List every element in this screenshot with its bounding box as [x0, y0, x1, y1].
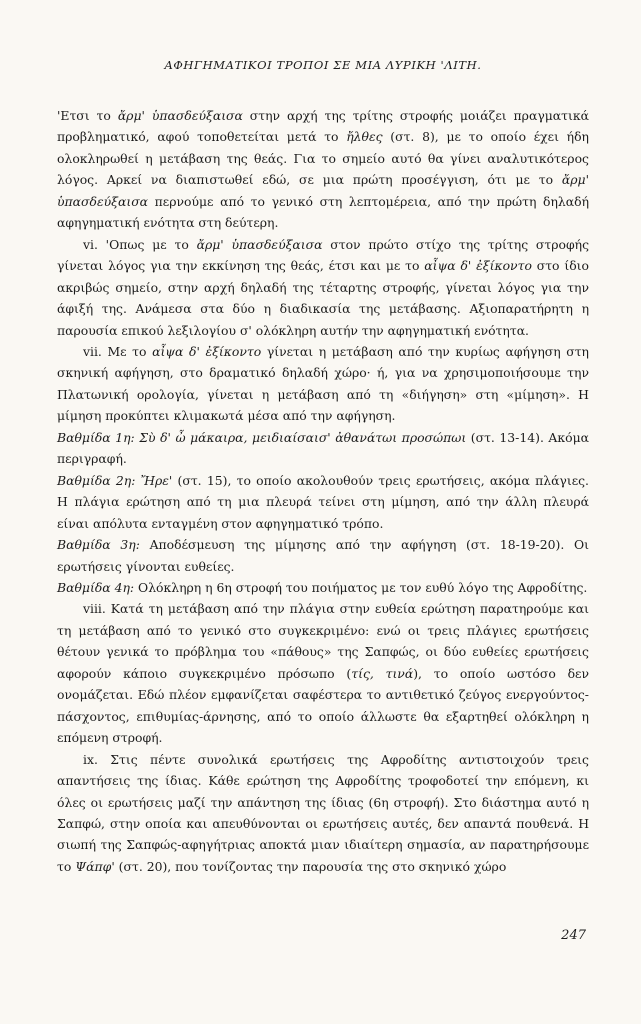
italic-text: ἤλθες: [346, 129, 383, 145]
italic-text: αἶψα δ' ἐξίκοντο: [152, 343, 262, 359]
text-run: (στ. 20), που τονίζοντας την παρουσία της στο σκηνικό χώρο: [114, 858, 507, 874]
text-run: περνούμε από το γενικό στη λεπτομέρεια, από την πρώτη δηλαδή αφηγηματική ενότητα στη δεύτερη.: [57, 193, 589, 231]
stage-paragraph: [57, 534, 589, 577]
paragraph: [57, 598, 589, 748]
stage-paragraph: [57, 470, 589, 534]
italic-text: Βαθμίδα 4η:: [57, 579, 135, 595]
text-run: ix. Στις πέντε συνολικά ερωτήσεις της Αφροδίτης αντιστοιχούν τρεις απαντήσεις της ίδιας. Κάθε ερώτηση της Αφροδίτης τροφοδοτεί την επόμενη, κι όλες οι ερωτήσεις μαζί την απάντηση της ίδιας (6η στροφή). Στο διάστημα αυτό η Σαπφώ, στην οποία και απευθύνονται οι ερωτήσεις αυτές, δεν απαντά πουθενά. Η σιωπή της Σαπφώς-αφηγήτριας αποκτά μιαν ιδιαίτερη σημασία, αν παρατηρήσουμε το: [57, 751, 589, 874]
running-head: ΑΦΗΓΗΜΑΤΙΚΟΙ ΤΡΟΠΟΙ ΣΕ ΜΙΑ ΛΥΡΙΚΗ 'ΛΙΤΗ.: [164, 58, 482, 72]
italic-text: Βαθμίδα 1η:: [57, 429, 135, 445]
paragraph: [57, 105, 589, 234]
paragraph: [57, 234, 589, 341]
text-run: (στ. 13-14). Ακόμα περιγραφή.: [57, 429, 590, 467]
italic-text: Βαθμίδα 2η:: [57, 472, 136, 488]
paragraph: [57, 341, 589, 427]
text-run: (στ. 15), το οποίο ακολουθούν τρεις ερωτήσεις, ακόμα πλάγιες. Η πλάγια ερώτηση από τη μια πλευρά τείνει στη μίμηση, από την άλλη πλευρά είναι απόλυτα ενταγμένη στον αφηγηματικό τρόπο.: [57, 472, 589, 531]
text-run: 'Ετσι το: [57, 108, 118, 123]
text-run: vii. Με το: [83, 343, 153, 359]
body-text: [57, 105, 589, 877]
text-run: (στ. 8), με το οποίο έχει ήδη ολοκληρωθεί η μετάβαση της θεάς. Για το σημείο αυτό θα γίνει αναλυτικότερος λόγος. Αρκεί να διαπιστωθεί εδώ, σε μια πρώτη προσέγγιση, ότι με το: [57, 129, 589, 188]
text-run: viii. Κατά τη μετάβαση από την πλάγια στην ευθεία ερώτηση παρατηρούμε και τη μετάβαση από το γενικό στο συγκεκριμένο: ενώ οι τρεις πλάγιες ερωτήσεις θέτουν γενικά το πρόβλημα του «πάθους» της Σαπφώς, οι δύο ευθείες ερωτήσεις αφορούν κάποιο συγκεκριμένο πρόσωπο (: [57, 601, 589, 681]
italic-text: Ψάπφ': [75, 858, 115, 874]
text-run: στο ίδιο ακριβώς σημείο, στην αρχή δηλαδή της τέταρτης στροφής, γίνεται λόγος για την άφιξή της. Ανάμεσα στα δύο η διαδικασία της μετάβασης. Αξιοπαρατήρητη η παρουσία επικού λεξιλογίου σ' ολόκληρη αυτήν την αφηγηματική ενότητα.: [57, 258, 589, 338]
text-run: vi. 'Οπως με το: [83, 236, 197, 252]
text-run: Αποδέσμευση της μίμησης από την αφήγηση (στ. 18-19-20). Οι ερωτήσεις γίνονται ευθείες.: [57, 537, 590, 574]
stage-paragraph: [57, 427, 589, 470]
italic-text: ἄρμ' ὑπασδεύξαισα: [57, 172, 589, 209]
text-run: στην αρχή της τρίτης στροφής μοιάζει πραγματικά προβληματικό, αφού τοποθετείται μετά το: [57, 108, 589, 145]
paragraph: [57, 749, 589, 878]
text-run: γίνεται η μετάβαση από την κυρίως αφήγηση στη σκηνική αφήγηση, στο δραματικό δηλαδή χώρο· ή, για να χρησιμοποιήσουμε την Πλατωνική ορολογία, γίνεται η μετάβαση από τη «διήγηση» στη «μίμηση». Η μίμηση προκύπτει κλιμακωτά μέσα από την αφήγηση.: [57, 343, 589, 424]
text-run: στον πρώτο στίχο της τρίτης στροφής γίνεται λόγος για την εκκίνηση της θεάς, έτσι και με το: [57, 236, 590, 274]
italic-text: Σὺ δ' ὦ μάκαιρα, μειδιαίσαισ' ἀθανάτωι προσώπωι: [139, 429, 467, 445]
page-number: 247: [561, 928, 586, 943]
italic-text: ἄρμ' ὑπασδεύξαισα: [196, 236, 323, 252]
stage-paragraph: [57, 577, 589, 598]
italic-text: Ἤρε': [140, 472, 173, 488]
italic-text: τίς, τινά: [351, 665, 414, 681]
text-run: Ολόκληρη η 6η στροφή του ποιήματος με τον ευθύ λόγο της Αφροδίτης.: [134, 579, 588, 595]
italic-text: Βαθμίδα 3η:: [57, 537, 140, 553]
text-run: ), το οποίο ωστόσο δεν ονομάζεται. Εδώ πλέον εμφανίζεται σαφέστερα το αντιθετικό ζεύγος ενεργούντος-πάσχοντος, επιθυμίας-άρνησης, από το οποίο άλλωστε θα εξαρτηθεί ολόκληρη η επόμενη στροφή.: [57, 665, 589, 746]
italic-text: ἄρμ' ὑπασδεύξαισα: [117, 108, 243, 123]
italic-text: αἶψα δ' ἐξίκοντο: [424, 258, 532, 274]
